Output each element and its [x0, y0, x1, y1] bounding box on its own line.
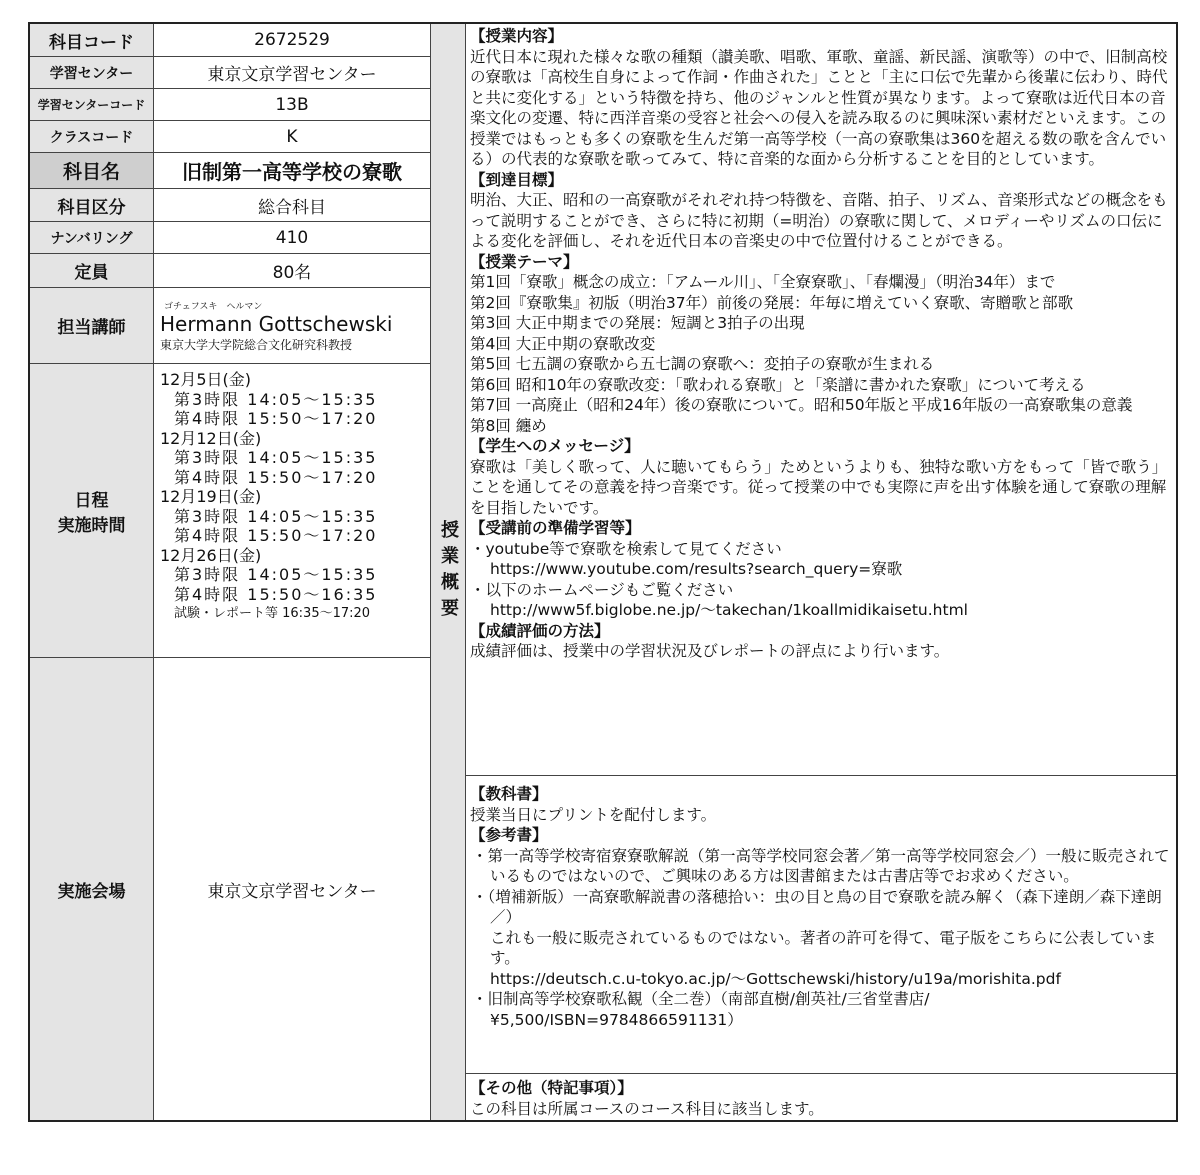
instructor-affiliation: 東京大学大学院総合文化研究科教授	[160, 337, 353, 352]
numbering-label: ナンバリング	[30, 222, 154, 253]
learning-center-value: 東京文京学習センター	[207, 65, 377, 85]
instructor-name: Hermann Gottschewski	[160, 311, 393, 336]
course-code-value: 2672529	[254, 30, 330, 50]
row-class-code	[30, 121, 430, 153]
overview-label: 授業概要	[438, 520, 459, 624]
numbering-value: 410	[275, 227, 309, 248]
instructor-cell	[154, 288, 430, 363]
venue-value: 東京文京学習センター	[207, 881, 377, 902]
capacity-label: 定員	[30, 254, 154, 287]
theme-item: 第7回 一高廃止（昭和24年）後の寮歌について。昭和50年版と平成16年版の一高寮歌集の意義	[470, 396, 1133, 414]
row-center-code	[30, 89, 430, 121]
theme-item: 第8回 纏め	[470, 416, 547, 435]
schedule-date: 12月5日(金)	[160, 370, 252, 389]
row-schedule	[30, 364, 430, 658]
subject-label: 科目名	[30, 153, 154, 188]
reference-item: ・（増補新版）一高寮歌解説書の落穂拾い：虫の目と鳥の目で寮歌を読み解く（森下達朗／森下達朗／）	[472, 887, 1162, 926]
class-code-label: クラスコード	[30, 121, 154, 152]
left-column	[30, 24, 430, 1120]
row-category	[30, 189, 430, 222]
schedule-label-line1: 日程	[74, 490, 109, 511]
category-label: 科目区分	[30, 189, 154, 221]
content-heading: 【授業内容】	[470, 27, 564, 45]
row-subject	[30, 153, 430, 189]
row-numbering	[30, 222, 430, 254]
row-capacity	[30, 254, 430, 288]
message-heading: 【学生へのメッセージ】	[470, 437, 640, 455]
overview-section	[466, 24, 1176, 776]
schedule-period: 試験・レポート等 16:35〜17:20	[174, 606, 371, 621]
venue-label: 実施会場	[30, 658, 154, 1120]
theme-item: 第6回 昭和10年の寮歌改変：「歌われる寮歌」と「楽譜に書かれた寮歌」について考える	[470, 375, 1086, 394]
schedule-period: 第4時限 15:50〜17:20	[174, 526, 378, 545]
row-learning-center	[30, 57, 430, 89]
theme-item: 第4回 大正中期の寮歌改変	[470, 334, 656, 353]
schedule-period: 第3時限 14:05〜15:35	[174, 565, 378, 584]
schedule-period: 第4時限 15:50〜16:35	[174, 584, 378, 604]
course-code-label: 科目コード	[30, 24, 154, 56]
prep-item: ・youtube等で寮歌を検索して見てください	[470, 539, 782, 558]
schedule-date: 12月19日(金)	[160, 487, 262, 506]
content-text: 近代日本に現れた様々な歌の種類（讃美歌、唱歌、軍歌、童謡、新民謡、演歌等）の中で、旧制高校の寮歌は「高校生自身によって作詞・作曲された」ことと「主に口伝で先輩から後輩に伝わり、時代と共に変化する」という特徴を持ち、他のジャンルと性質が異なります。よって寮歌は近代日本の音楽文化の変遷、特に西洋音楽の受容と社会への侵入を読み取るのに興味深い素材だといえます。この授業ではもっとも多くの寮歌を生んだ第一高等学校（一高の寮歌集は360を超える数の歌を含んでいる）の代表的な寮歌を歌ってみて、特に音楽的な面から分析することを目的としています。	[470, 47, 1168, 168]
overview-label-column	[430, 24, 466, 1120]
message-text: 寮歌は「美しく歌って、人に聴いてもらう」ためというよりも、独特な歌い方をもって「皆で歌う」ことを通してその意義を持つ音楽です。従って授業の中でも実際に声を出す体験を通して寮歌の理解を目指したいです。	[470, 457, 1168, 517]
reference-note: これも一般に販売されているものではない。著者の許可を得て、電子版をこちらに公表しています。	[490, 928, 1157, 967]
schedule-period: 第4時限 15:50〜17:20	[174, 409, 378, 428]
schedule-period: 第4時限 15:50〜17:20	[174, 467, 378, 487]
theme-item: 第5回 七五調の寮歌から五七調の寮歌へ：変拍子の寮歌が生まれる	[470, 355, 935, 373]
prep-heading: 【受講前の準備学習等】	[470, 519, 641, 537]
schedule-label-line2: 実施時間	[57, 515, 126, 536]
other-heading: 【その他（特記事項）】	[470, 1079, 633, 1097]
schedule-label	[30, 364, 154, 657]
syllabus-table	[28, 22, 1178, 1122]
row-course-code	[30, 24, 430, 57]
class-code-value: K	[286, 126, 298, 147]
category-value: 総合科目	[258, 197, 326, 218]
right-column	[466, 24, 1176, 1120]
books-section	[466, 776, 1176, 1074]
grading-heading: 【成績評価の方法】	[470, 621, 610, 640]
other-text: この科目は所属コースのコース科目に該当します。	[470, 1099, 824, 1118]
reference-item: ・第一高等学校寄宿寮寮歌解説（第一高等学校同窓会著／第一高等学校同窓会／）一般に販売されているものではないので、ご興味のある方は図書館または古書店等でお求めください。	[472, 846, 1170, 885]
center-code-label: 学習センターコード	[30, 89, 154, 120]
goal-heading: 【到達目標】	[470, 170, 564, 189]
center-code-value: 13B	[275, 94, 309, 115]
goal-text: 明治、大正、昭和の一高寮歌がそれぞれ持つ特徴を、音階、拍子、リズム、音楽形式などの概念をもって説明することができ、さらに特に初期（=明治）の寮歌に関して、メロディーやリズムの口伝による変化を評価し、それを近代日本の音楽史の中で位置付けることができる。	[470, 191, 1168, 250]
instructor-label: 担当講師	[30, 288, 154, 363]
capacity-value: 80名	[272, 263, 312, 283]
schedule-period: 第3時限 14:05〜15:35	[174, 448, 378, 467]
theme-item: 第3回 大正中期までの発展：短調と3拍子の出現	[470, 314, 805, 332]
other-section	[466, 1074, 1176, 1120]
schedule-date: 12月12日(金)	[160, 428, 262, 448]
reference-item: ・旧制高等学校寮歌私観（全二巻）（南部直樹/創英社/三省堂書店/¥5,500/ISBN=9784866591131）	[472, 990, 930, 1029]
instructor-kana: ゴチェフスキ ヘルマン	[164, 301, 263, 312]
learning-center-label: 学習センター	[30, 57, 154, 88]
row-venue	[30, 658, 430, 1120]
theme-item: 第2回『寮歌集』初版（明治37年）前後の発展：年毎に増えていく寮歌、寄贈歌と部歌	[470, 293, 1074, 312]
textbook-heading: 【教科書】	[470, 785, 548, 803]
schedule-period: 第3時限 14:05〜15:35	[174, 506, 378, 526]
subject-value: 旧制第一高等学校の寮歌	[182, 160, 402, 184]
theme-item: 第1回「寮歌」概念の成立：「アムール川」、「全寮寮歌」、「春爛漫」（明治34年）まで	[470, 273, 1056, 291]
textbook-text: 授業当日にプリントを配付します。	[470, 805, 717, 824]
row-instructor	[30, 288, 430, 364]
schedule-date: 12月26日(金)	[160, 545, 262, 565]
prep-item: ・以下のホームページもご覧ください	[470, 580, 734, 599]
theme-heading: 【授業テーマ】	[470, 252, 579, 271]
schedule-list	[154, 364, 430, 657]
prep-link[interactable]: http://www5f.biglobe.ne.jp/〜takechan/1koallmidikaisetu.html	[490, 601, 968, 619]
schedule-period: 第3時限 14:05〜15:35	[174, 389, 378, 409]
reference-heading: 【参考書】	[470, 826, 548, 844]
prep-link[interactable]: https://www.youtube.com/results?search_query=寮歌	[490, 560, 903, 578]
grading-text: 成績評価は、授業中の学習状況及びレポートの評点により行います。	[470, 642, 950, 660]
reference-link[interactable]: https://deutsch.c.u-tokyo.ac.jp/〜Gottschewski/history/u19a/morishita.pdf	[490, 969, 1061, 988]
